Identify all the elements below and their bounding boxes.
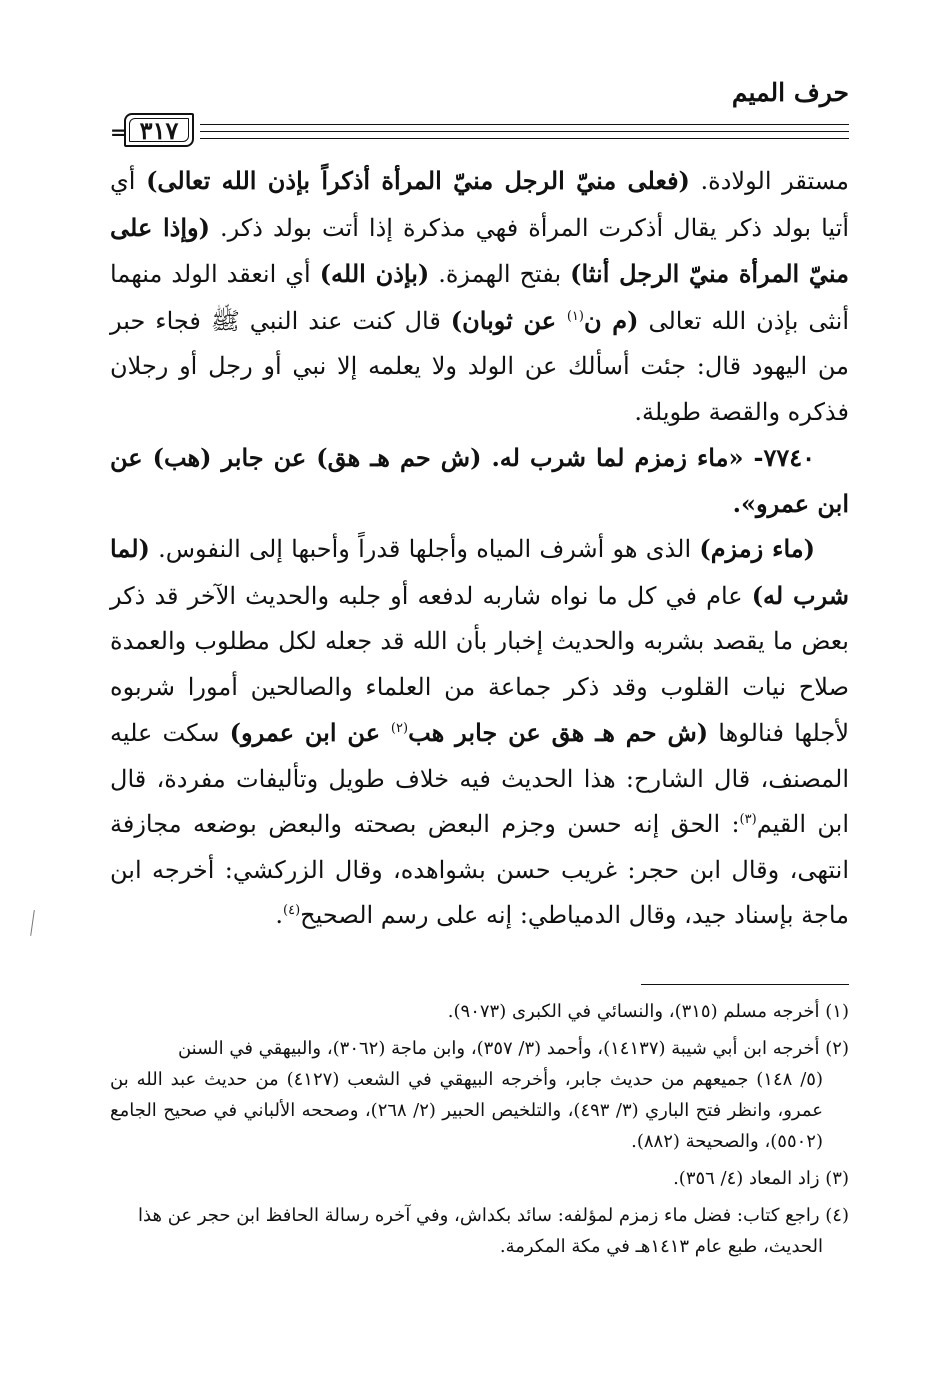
text-run: أي انعقد الولد منهما أنثى بإذن الله تعالى (110, 260, 849, 335)
text-run: عام في كل ما نواه شاربه لدفعه أو جلبه والحديث الآخر قد ذكر بعض ما يقصد بشربه والحديث إخبار بأن الله قد جعله لكل مطلوب والعمدة صلاح نيات القلوب وقد ذكر جماعة من العلماء والصالحين أمورا شربوه لأجلها فنالوها (110, 581, 850, 747)
page-number: ٣١٧ (124, 113, 194, 147)
text-run: الذى هو أشرف المياه وأجلها قدراً وأحبها إلى النفوس. (149, 535, 700, 563)
quoted-text: (لما شرب له) (110, 534, 849, 610)
text-run: مستقر الولادة. (689, 167, 849, 195)
footnote-ref: (٣) (739, 812, 757, 827)
source-reference: عن ابن عمرو) (229, 718, 391, 747)
text-run: : الحق إنه حسن وجزم البعض بصحته والبعض بوضعه مجازفة انتهى، وقال ابن حجر: غريب حسن بشواهده، وقال الزركشي: أخرجه ابن ماجة بإسناد جيد، وقال الدمياطي: إنه على رسم الصحيح (110, 810, 849, 929)
text-run: أي أتيا بولد ذكر يقال أذكرت المرأة فهي مذكرة إذا أتت بولد ذكر. (110, 167, 850, 242)
quoted-text: (بإذن الله) (319, 259, 430, 288)
footnote-separator (641, 984, 849, 985)
paragraph-1 (110, 158, 849, 435)
footnote-1: (١) أخرجه مسلم (٣١٥)، والنسائي في الكبرى (٩٠٧٣). (447, 1001, 849, 1022)
header-mark: = (110, 120, 127, 144)
footnote-ref: (١) (566, 308, 584, 324)
footnote-ref: (٢) (390, 721, 409, 736)
quoted-text: (ماء زمزم) (699, 534, 815, 563)
chapter-title: حرف الميم (731, 78, 849, 107)
paragraph-3 (110, 526, 849, 939)
text-run: قال كنت عند النبي ﷺ فجاء حبر من اليهود قال: جئت أسألك عن الولد ولا يعلمه إلا نبي أو رجل أو رجلان فذكره والقصة طويلة. (110, 306, 849, 426)
text-run: . (275, 901, 284, 929)
header-rule (110, 112, 849, 146)
source-reference: عن ثوبان) (450, 305, 567, 335)
header-rule-line (200, 131, 849, 132)
footnote-2: (٢) أخرجه ابن أبي شيبة (١٤١٣٧)، وأحمد (٣/ ٣٥٧)، وابن ماجة (٣٠٦٢)، والبيهقي في السنن (177, 1038, 849, 1059)
text-run: بفتح الهمزة. (429, 260, 571, 288)
footnote-4-continued: الحديث، طبع عام ١٤١٣هـ في مكة المكرمة. (499, 1236, 823, 1257)
footnote-2-continued: (٥/ ١٤٨) جميعهم من حديث جابر، وأخرجه البيهقي في الشعب (٤١٢٧) من حديث عبد الله بن عمرو، وانظر فتح الباري (٣/ ٤٩٣)، والتلخيص الحبير (٢/ ٢٦٨)، وصححه الألباني في صحيح الجامع (٥٥٠٢)، والصحيحة (٨٨٢). (110, 1069, 824, 1152)
quoted-text: (فعلى منيّ الرجل منيّ المرأة أذكراً بإذن الله تعالى) (146, 166, 690, 195)
footnote-ref: (٤) (283, 903, 301, 918)
margin-mark (30, 910, 36, 936)
source-reference: (ش حم هـ هق عن جابر هب (408, 718, 709, 747)
header-rule-line (200, 138, 849, 139)
hadith-entry-7740: ٧٧٤٠- «ماء زمزم لما شرب له. (ش حم هـ هق) عن جابر (هب) عن ابن عمرو». (110, 443, 849, 518)
header-rule-line (200, 124, 849, 125)
quoted-text: (وإذا على منيّ المرأة منيّ الرجل أنثا) (110, 212, 849, 288)
main-text (110, 158, 849, 939)
footnote-3: (٣) زاد المعاد (٤/ ٣٥٦). (673, 1168, 849, 1189)
footnotes (110, 996, 849, 1262)
text-run: سكت عليه المصنف، قال الشارح: هذا الحديث فيه خلاف طويل وتأليفات مفردة، قال ابن القيم (110, 719, 849, 838)
source-reference: (م ن (583, 305, 639, 335)
footnote-4: (٤) راجع كتاب: فضل ماء زمزم لمؤلفه: سائد بكداش، وفي آخره رسالة الحافظ ابن حجر عن هذا (138, 1205, 849, 1226)
